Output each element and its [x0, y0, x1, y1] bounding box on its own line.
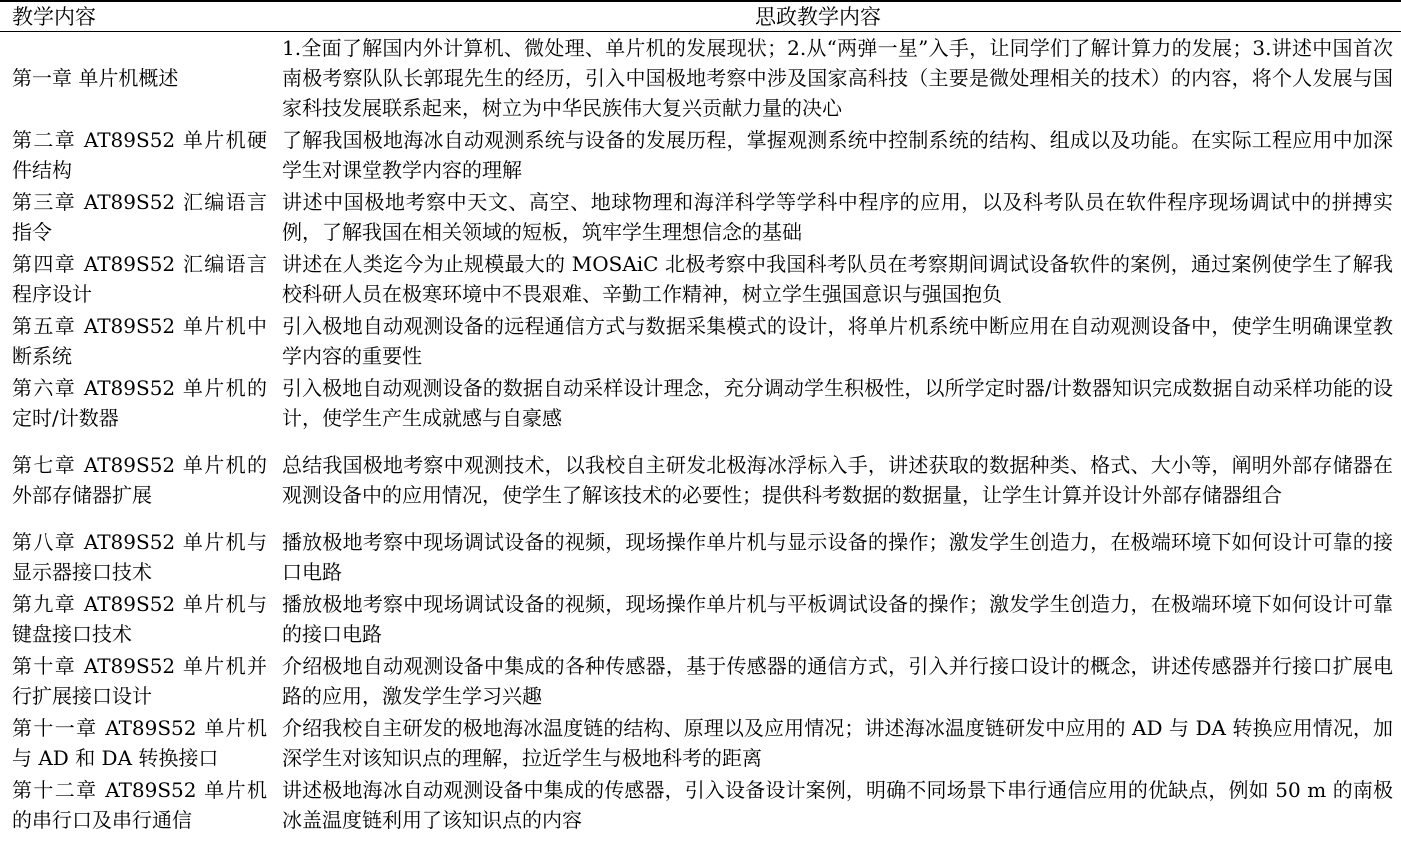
chapter-cell: 第五章 AT89S52 单片机中断系统: [12, 314, 267, 368]
header-teaching-content: 教学内容: [12, 5, 96, 29]
chapter-cell: 第十一章 AT89S52 单片机与 AD 和 DA 转换接口: [12, 716, 267, 770]
chapter-cell: 第六章 AT89S52 单片机的定时/计数器: [12, 376, 267, 430]
chapter-cell: 第三章 AT89S52 汇编语言指令: [12, 190, 267, 244]
chapter-cell: 第一章 单片机概述: [12, 66, 179, 90]
content-cell: 引入极地自动观测设备的数据自动采样设计理念，充分调动学生积极性，以所学定时器/计数器知识完成数据自动采样功能的设计，使学生产生成就感与自豪感: [282, 376, 1393, 430]
content-cell: 播放极地考察中现场调试设备的视频，现场操作单片机与显示设备的操作；激发学生创造力，在极端环境下如何设计可靠的接口电路: [282, 530, 1393, 584]
content-cell: 介绍极地自动观测设备中集成的各种传感器，基于传感器的通信方式，引入并行接口设计的概念，讲述传感器并行接口扩展电路的应用，激发学生学习兴趣: [282, 654, 1393, 708]
table-row: [0, 434, 1401, 526]
table-row: [0, 650, 1401, 712]
table-row: [0, 588, 1401, 650]
chapter-cell: 第十二章 AT89S52 单片机的串行口及串行通信: [12, 778, 267, 832]
chapter-cell: 第二章 AT89S52 单片机硬件结构: [12, 128, 267, 182]
table-row: [0, 248, 1401, 310]
content-cell: 讲述极地海冰自动观测设备中集成的传感器，引入设备设计案例，明确不同场景下串行通信应用的优缺点，例如 50 m 的南极冰盖温度链利用了该知识点的内容: [282, 778, 1393, 832]
table-row: [0, 712, 1401, 774]
content-cell: 播放极地考察中现场调试设备的视频，现场操作单片机与平板调试设备的操作；激发学生创造力，在极端环境下如何设计可靠的接口电路: [282, 592, 1393, 646]
content-cell: 讲述在人类迄今为止规模最大的 MOSAiC 北极考察中我国科考队员在考察期间调试设备软件的案例，通过案例使学生了解我校科研人员在极寒环境中不畏艰难、辛勤工作精神，树立学生强国意识与强国抱负: [282, 252, 1393, 306]
content-cell: 1.全面了解国内外计算机、微处理、单片机的发展现状；2.从“两弹一星”入手，让同学们了解计算力的发展；3.讲述中国首次南极考察队队长郭琨先生的经历，引入中国极地考察中涉及国家高科技（主要是微处理相关的技术）的内容，将个人发展与国家科技发展联系起来，树立为中华民族伟大复兴贡献力量的决心: [282, 36, 1393, 120]
chapter-cell: 第四章 AT89S52 汇编语言程序设计: [12, 252, 267, 306]
content-cell: 讲述中国极地考察中天文、高空、地球物理和海洋科学等学科中程序的应用，以及科考队员在软件程序现场调试中的拼搏实例，了解我国在相关领域的短板，筑牢学生理想信念的基础: [282, 190, 1393, 244]
content-cell: 了解我国极地海冰自动观测系统与设备的发展历程，掌握观测系统中控制系统的结构、组成以及功能。在实际工程应用中加深学生对课堂教学内容的理解: [282, 128, 1393, 182]
table-header: [0, 2, 1401, 32]
chapter-cell: 第八章 AT89S52 单片机与显示器接口技术: [12, 530, 267, 584]
chapter-cell: 第九章 AT89S52 单片机与键盘接口技术: [12, 592, 267, 646]
table-row: [0, 774, 1401, 836]
chapter-cell: 第七章 AT89S52 单片机的外部存储器扩展: [12, 453, 267, 507]
header-ideological-content: 思政教学内容: [755, 5, 881, 29]
chapter-cell: 第十章 AT89S52 单片机并行扩展接口设计: [12, 654, 267, 708]
content-cell: 总结我国极地考察中观测技术，以我校自主研发北极海冰浮标入手，讲述获取的数据种类、格式、大小等，阐明外部存储器在观测设备中的应用情况，使学生了解该技术的必要性；提供科考数据的数据量，让学生计算并设计外部存储器组合: [282, 453, 1393, 507]
content-cell: 引入极地自动观测设备的远程通信方式与数据采集模式的设计，将单片机系统中断应用在自动观测设备中，使学生明确课堂教学内容的重要性: [282, 314, 1393, 368]
content-cell: 介绍我校自主研发的极地海冰温度链的结构、原理以及应用情况；讲述海冰温度链研发中应用的 AD 与 DA 转换应用情况，加深学生对该知识点的理解，拉近学生与极地科考的距离: [282, 716, 1393, 770]
table-row: [0, 186, 1401, 248]
table-row: [0, 32, 1401, 124]
table-row: [0, 310, 1401, 372]
table-row: [0, 372, 1401, 434]
table-row: [0, 526, 1401, 588]
table-row: [0, 124, 1401, 186]
